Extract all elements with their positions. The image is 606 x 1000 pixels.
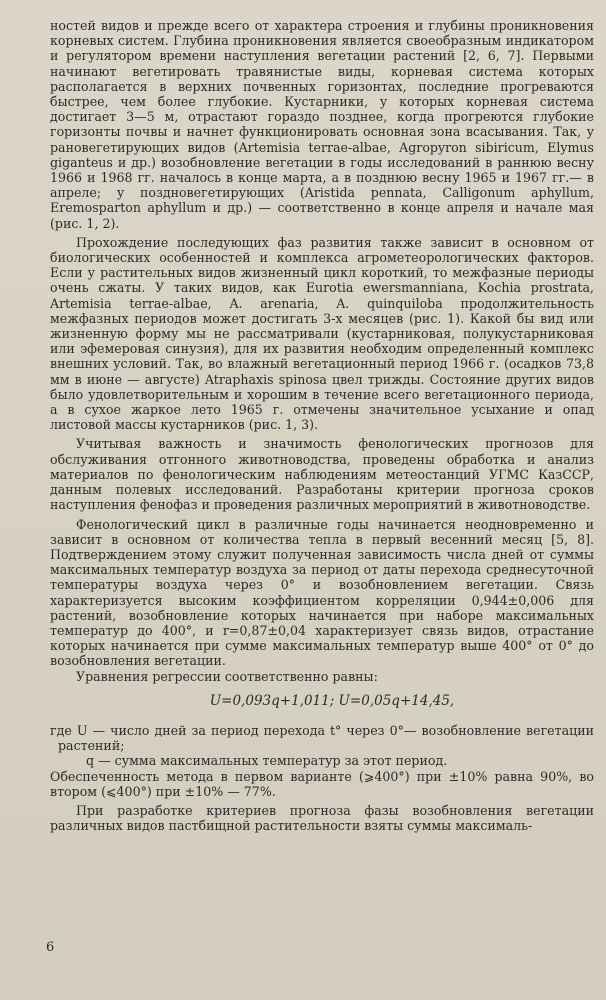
paragraph-4: Фенологический цикл в различные годы начинается неодновременно и зависит в основном от количества тепла в первый весенний месяц [5, 8]. Подтверждением этому служит полученная зависимость числа дней от суммы максимальных температур воздуха за период от даты перехода среднесуточной температуры воздуха через 0° и возобновлением вегетации. Связь характеризуется высоким коэффициентом корреляции 0,944±0,006 для растений, возобновление которых начинается при наборе максимальных температур до 400°, и r=0,87±0,04 характеризует связь видов, отрастание которых начинается при сумме максимальных температур выше 400° от 0° до возобновления вегетации.	[50, 516, 594, 669]
paragraph-3: Учитывая важность и значимость фенологических прогнозов для обслуживания отгонного животноводства, проведены обработка и анализ материалов по фенологическим наблюдениям метеостанций УГМС КазССР, данным полевых исследований. Разработаны критерии прогноза сроков наступления фенофаз и проведения различных мероприятий в животноводстве.	[50, 436, 594, 513]
formula-definition-q: q — сумма максимальных температур за этот период.	[86, 753, 448, 769]
regression-formula: U=0,093q+1,011; U=0,05q+14,45,	[209, 692, 455, 709]
paragraph-5: Уравнения регрессии соответственно равны:	[76, 668, 378, 684]
paragraph-6: Обеспеченность метода в первом варианте (⩾400°) при ±10% равна 90%, во втором (⩽400°) при ±10% — 77%.	[50, 768, 594, 799]
body-text	[50, 18, 594, 833]
paragraph-2: Прохождение последующих фаз развития также зависит в основном от биологических особенностей и комплекса агрометеорологических факторов. Если у растительных видов жизненный цикл короткий, то межфазные периоды очень сжаты. У таких видов, как Eurotia ewersmanniana, Kochia prostrata, Artemisia terrae-albae, A. arenaria, A. quinquiloba продолжительность межфазных периодов может достигать 3-х месяцев (рис. 1). Какой бы вид или жизненную форму мы не рассматривали (кустарниковая, полукустарниковая или эфемеровая синузия), для их развития необходим определенный комплекс внешних условий. Так, во влажный вегетационный период 1966 г. (осадков 73,8 мм в июне — августе) Atraphaxis spinosa цвел трижды. Состояние других видов было удовлетворительным и хорошим в течение всего вегетационного периода, а в сухое жаркое лето 1965 г. отмечены значительное усыхание и опад листовой массы кустарников (рис. 1, 3).	[50, 234, 594, 433]
formula-definition-u: где U — число дней за период перехода t° через 0°— возобновление вегетации растений;	[50, 722, 594, 754]
paragraph-1: ностей видов и прежде всего от характера строения и глубины проникновения корневых систем. Глубина проникновения является своеобразным индикатором и регулятором времени наступления вегетации растений [2, 6, 7]. Первыми начинают вегетировать травянистые виды, корневая система которых располагается в верхних почвенных горизонтах, последние прогреваются быстрее, чем более глубокие. Кустарники, у которых корневая система достигает 3—5 м, отрастают гораздо позднее, когда прогреются глубокие горизонты почвы и начнет функционировать основная зона всасывания. Так, у рановегетирующих видов (Artemisia terrae-albae, Agropyron sibiricum, Elymus giganteus и др.) возобновление вегетации в годы исследований в раннюю весну 1966 и 1968 гг. началось в конце марта, а в позднюю весну 1965 и 1967 гг.— в апреле; у поздновегетирующих (Aristida pennata, Calligonum aphyllum, Eremosparton aphyllum и др.) — соответственно в конце апреля и начале мая (рис. 1, 2).	[50, 18, 594, 231]
paragraph-7: При разработке критериев прогноза фазы возобновления вегетации различных видов пастбищной растительности взяты суммы максималь-	[50, 802, 594, 834]
page-number: 6	[46, 940, 55, 955]
